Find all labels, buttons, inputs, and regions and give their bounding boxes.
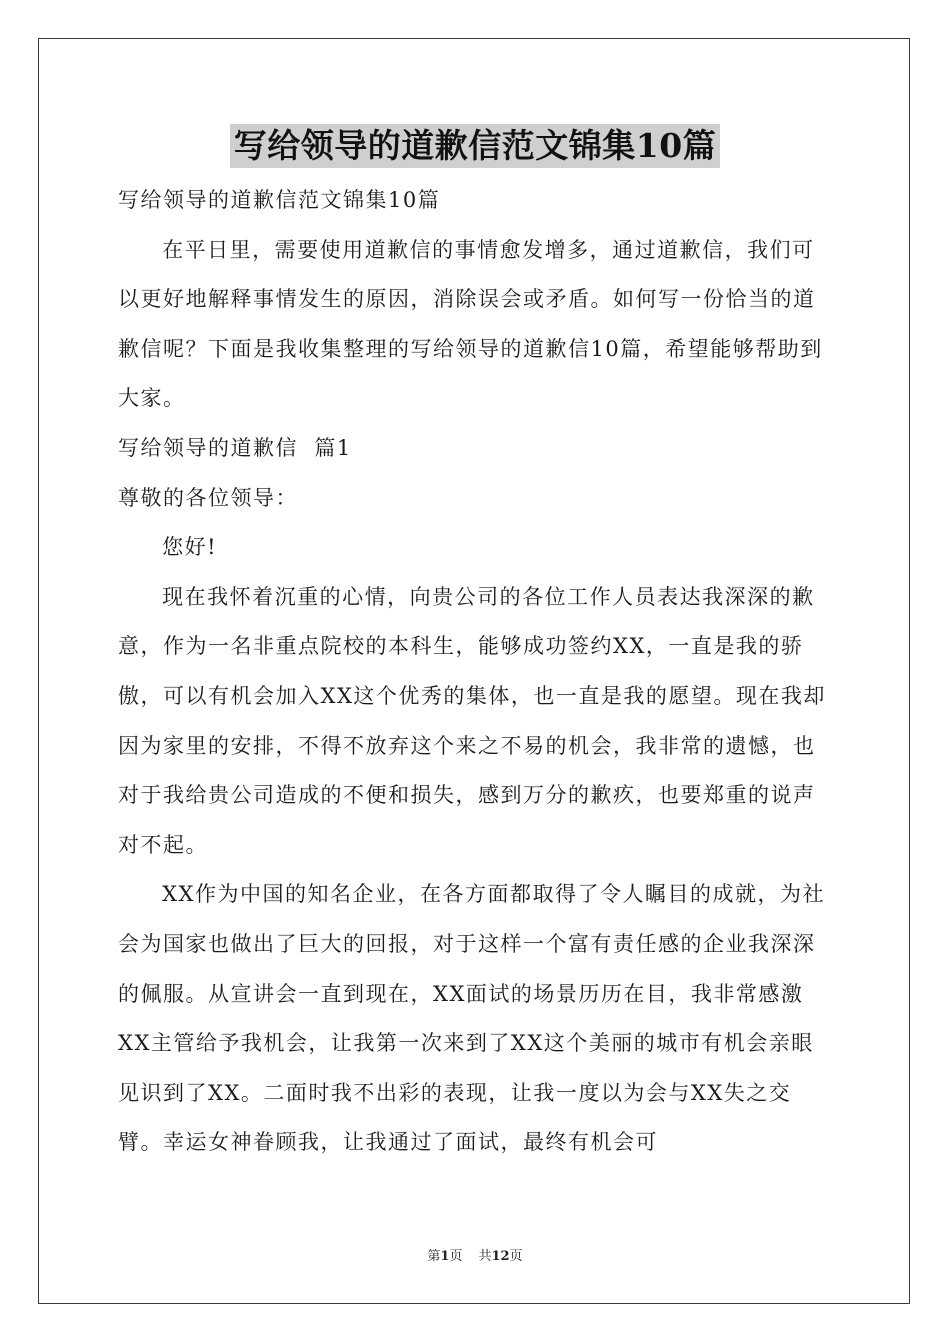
page-number: 1: [440, 1249, 450, 1264]
greeting: 您好!: [162, 535, 218, 560]
document-subtitle: 写给领导的道歉信范文锦集10篇: [118, 188, 441, 212]
total-prefix: 共: [478, 1249, 492, 1264]
intro-paragraph: 在平日里，需要使用道歉信的事情愈发增多，通过道歉信，我们可以更好地解释事情发生的原因，消除误会或矛盾。如何写一份恰当的道歉信呢？下面是我收集整理的写给领导的道歉信10篇，希望能够帮助到大家。: [118, 237, 823, 411]
body-paragraph-2: XX作为中国的知名企业，在各方面都取得了令人瞩目的成就，为社会为国家也做出了巨大的回报，对于这样一个富有责任感的企业我深深的佩服。从宣讲会一直到现在，XX面试的场景历历在目，我非常感激XX主管给予我机会，让我第一次来到了XX这个美丽的城市有机会亲眼见识到了XX。二面时我不出彩的表现，让我一度以为会与XX失之交臂。幸运女神眷顾我，让我通过了面试，最终有机会可: [118, 882, 825, 1155]
salutation: 尊敬的各位领导：: [118, 485, 298, 510]
document-body: [118, 176, 832, 1168]
section-heading: 写给领导的道歉信 篇1: [118, 435, 352, 460]
body-paragraph-1: 现在我怀着沉重的心情，向贵公司的各位工作人员表达我深深的歉意，作为一名非重点院校的本科生，能够成功签约XX，一直是我的骄傲，可以有机会加入XX这个优秀的集体，也一直是我的愿望。现在我却因为家里的安排，不得不放弃这个来之不易的机会，我非常的遗憾，也对于我给贵公司造成的不便和损失，感到万分的歉疚，也要郑重的说声对不起。: [118, 584, 826, 857]
document-title: 写给领导的道歉信范文锦集10篇: [230, 124, 720, 168]
total-pages: 12: [491, 1249, 510, 1264]
total-suffix: 页: [509, 1249, 523, 1264]
page-suffix: 页: [449, 1249, 463, 1264]
page-prefix: 第: [427, 1249, 441, 1264]
page-footer: [0, 1248, 950, 1266]
title-container: [0, 124, 950, 168]
